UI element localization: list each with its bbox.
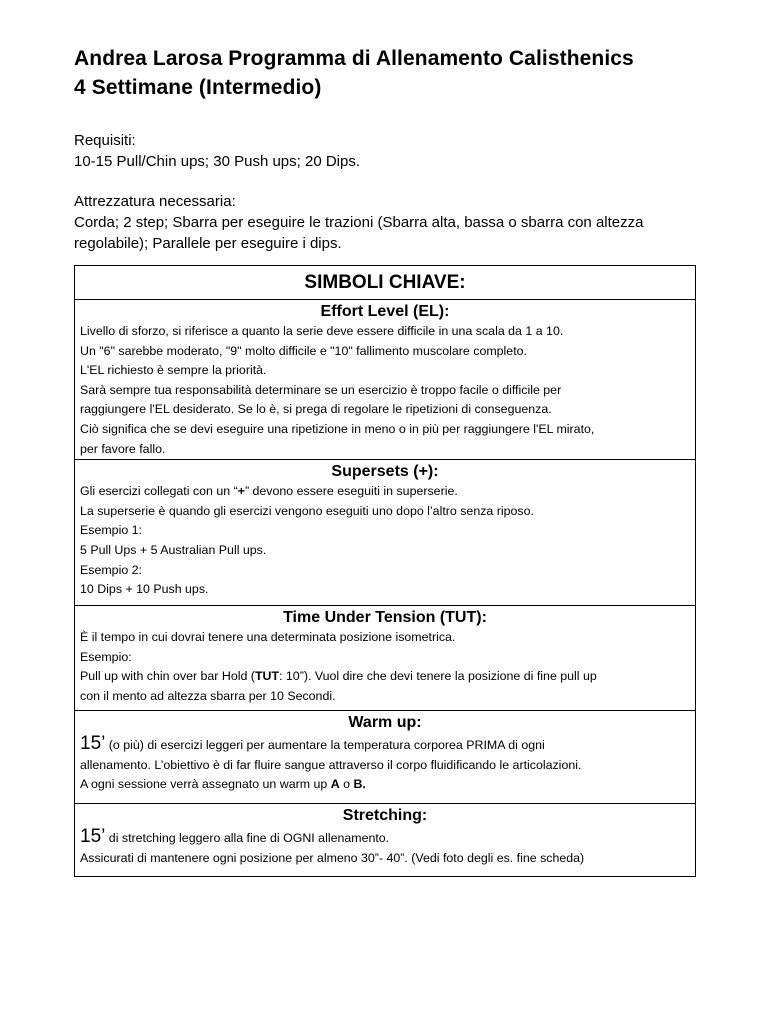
document-title [74,44,696,102]
effort-level-body [80,322,690,459]
tut-body [80,628,690,706]
stretching-line: 15’ di stretching leggero alla fine di OGNI allenamento. [80,826,390,848]
stretching-line: Assicurati di mantenere ogni posizione per almeno 30”- 40”. (Vedi foto degli es. fine scheda) [80,850,585,865]
stretching-cell [75,804,696,877]
stretching-body [80,826,690,868]
supersets-line: La superserie è quando gli esercizi vengono eseguiti uno dopo l’altro senza riposo. [80,503,534,518]
tut-cell [75,606,696,711]
supersets-line: Esempio 2: [80,562,142,577]
title-line-1: Andrea Larosa Programma di Allenamento Calisthenics [74,47,634,70]
tut-line: Pull up with chin over bar Hold (TUT: 10”). Vuol dire che devi tenere la posizione di fine pull up [80,669,597,684]
plus-symbol: + [237,484,245,499]
warmup-line: allenamento. L’obiettivo è di far fluire sangue attraverso il corpo fluidificando le articolazioni. [80,757,582,772]
warmup-duration: 15’ [80,733,106,755]
effort-line: Un "6" sarebbe moderato, "9" molto difficile e "10" fallimento muscolare completo. [80,343,527,358]
key-symbols-title: SIMBOLI CHIAVE: [75,266,696,300]
effort-line: per favore fallo. [80,441,166,456]
warmup-line: 15’ (o più) di esercizi leggeri per aumentare la temperatura corporea PRIMA di ogni [80,733,545,755]
attrezzatura-label: Attrezzatura necessaria: [74,193,236,210]
effort-line: Livello di sforzo, si riferisce a quanto la serie deve essere difficile in una scala da 1 a 10. [80,324,564,338]
tut-heading: Time Under Tension (TUT): [283,609,487,627]
effort-line: Sarà sempre tua responsabilità determinare se un esercizio è troppo facile o difficile per [80,382,562,397]
tut-line: Esempio: [80,649,132,664]
effort-level-heading: Effort Level (EL): [320,303,450,320]
supersets-line: 10 Dips + 10 Push ups. [80,582,209,597]
stretching-duration: 15’ [80,826,106,848]
supersets-body [80,482,690,600]
stretching-heading: Stretching: [342,807,428,825]
title-line-2: 4 Settimane (Intermedio) [74,76,322,99]
document-page [74,44,696,254]
requisiti-text: 10-15 Pull/Chin ups; 30 Push ups; 20 Dips. [74,153,361,170]
supersets-line: Gli esercizi collegati con un “+” devono essere eseguiti in superserie. [80,484,458,499]
supersets-heading: Supersets (+): [331,463,439,481]
requisiti-label: Requisiti: [74,132,136,149]
attrezzatura-line-1: Corda; 2 step; Sbarra per eseguire le trazioni (Sbarra alta, bassa o sbarra con altezza [74,214,644,231]
key-symbols-table [74,265,696,877]
supersets-cell [75,460,696,606]
effort-line: L'EL richiesto è sempre la priorità. [80,363,267,378]
tut-line: con il mento ad altezza sbarra per 10 Secondi. [80,688,336,703]
tut-line: È il tempo in cui dovrai tenere una determinata posizione isometrica. [80,630,456,645]
attrezzatura-section [74,191,696,254]
effort-line: Ciò significa che se devi eseguire una ripetizione in meno o in più per raggiungere l'EL mirato, [80,421,595,436]
supersets-line: 5 Pull Ups + 5 Australian Pull ups. [80,542,267,557]
requisiti-section [74,130,696,172]
warmup-line: A ogni sessione verrà assegnato un warm up A o B. [80,777,366,792]
warmup-heading: Warm up: [348,714,422,732]
effort-line: raggiungere l'EL desiderato. Se lo è, si prega di regolare le ripetizioni di conseguenza. [80,402,552,417]
supersets-line: Esempio 1: [80,523,142,538]
attrezzatura-line-2: regolabile); Parallele per eseguire i dips. [74,235,342,252]
warmup-body [80,733,690,795]
effort-level-cell [75,300,696,460]
warmup-cell [75,711,696,804]
